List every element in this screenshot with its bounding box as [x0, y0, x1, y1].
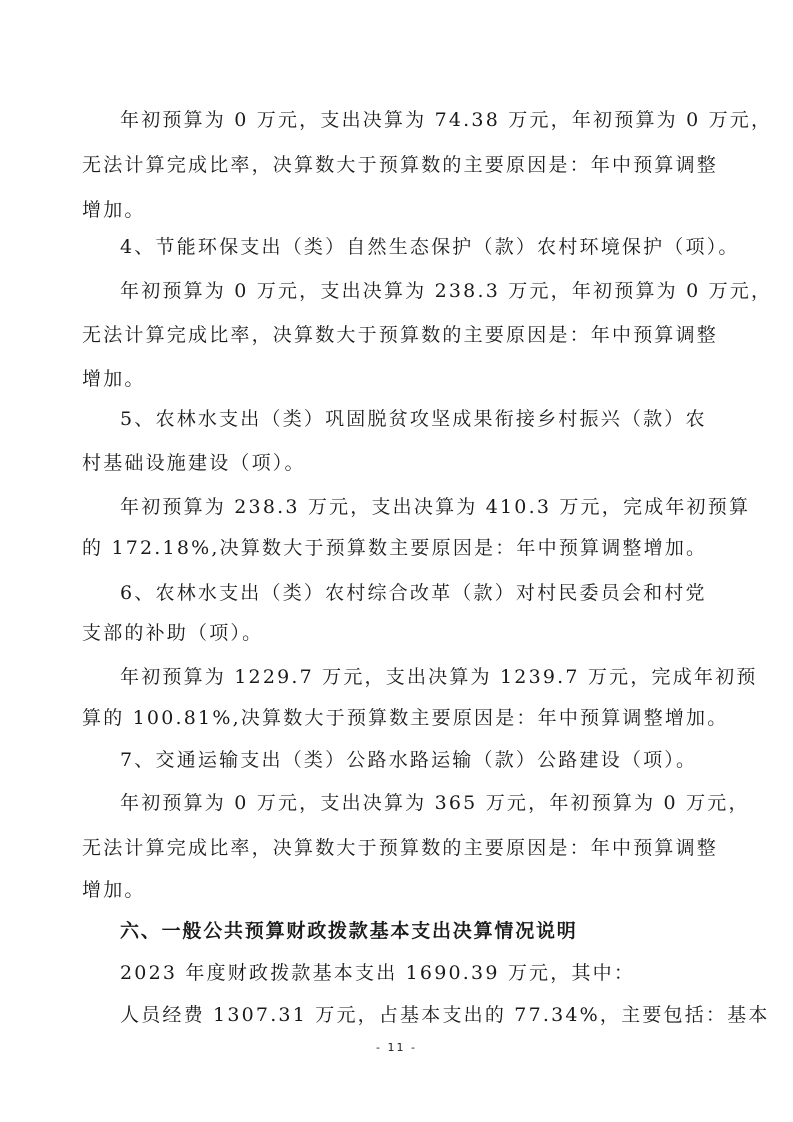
paragraph-line: 无法计算完成比率，决算数大于预算数的主要原因是：年中预算调整: [82, 837, 719, 859]
item-heading: 4、节能环保支出（类）自然生态保护（款）农村环境保护（项）。: [120, 236, 740, 258]
paragraph-line: 算的 100.81%,决算数大于预算数主要原因是：年中预算调整增加。: [82, 707, 729, 729]
paragraph-line: 增加。: [82, 368, 146, 390]
paragraph-line: 年初预算为 0 万元，支出决算为 365 万元，年初预算为 0 万元，: [120, 792, 750, 814]
paragraph-line: 的 172.18%,决算数大于预算数主要原因是：年中预算调整增加。: [82, 537, 708, 559]
page-number: - 11 -: [376, 1041, 417, 1054]
paragraph-line: 无法计算完成比率，决算数大于预算数的主要原因是：年中预算调整: [82, 154, 719, 176]
item-heading: 支部的补助（项）。: [82, 622, 264, 644]
paragraph-line: 人员经费 1307.31 万元，占基本支出的 77.34%，主要包括：基本: [120, 1004, 770, 1026]
item-heading: 6、农林水支出（类）农村综合改革（款）对村民委员会和村党: [120, 582, 707, 604]
paragraph-line: 2023 年度财政拨款基本支出 1690.39 万元，其中：: [120, 962, 636, 984]
paragraph-line: 无法计算完成比率，决算数大于预算数的主要原因是：年中预算调整: [82, 324, 719, 346]
section-heading: 六、一般公共预算财政拨款基本支出决算情况说明: [120, 920, 578, 942]
paragraph-line: 增加。: [82, 879, 146, 901]
item-heading: 5、农林水支出（类）巩固脱贫攻坚成果衔接乡村振兴（款）农: [120, 408, 707, 430]
item-heading: 7、交通运输支出（类）公路水路运输（款）公路建设（项）。: [120, 749, 698, 771]
paragraph-line: 年初预算为 0 万元，支出决算为 74.38 万元，年初预算为 0 万元，: [120, 109, 773, 131]
paragraph-line: 年初预算为 0 万元，支出决算为 238.3 万元，年初预算为 0 万元，: [120, 280, 773, 302]
paragraph-line: 增加。: [82, 199, 146, 221]
item-heading: 村基础设施建设（项）。: [82, 452, 306, 474]
paragraph-line: 年初预算为 1229.7 万元，支出决算为 1239.7 万元，完成年初预: [120, 666, 758, 688]
paragraph-line: 年初预算为 238.3 万元，支出决算为 410.3 万元，完成年初预算: [120, 496, 751, 518]
